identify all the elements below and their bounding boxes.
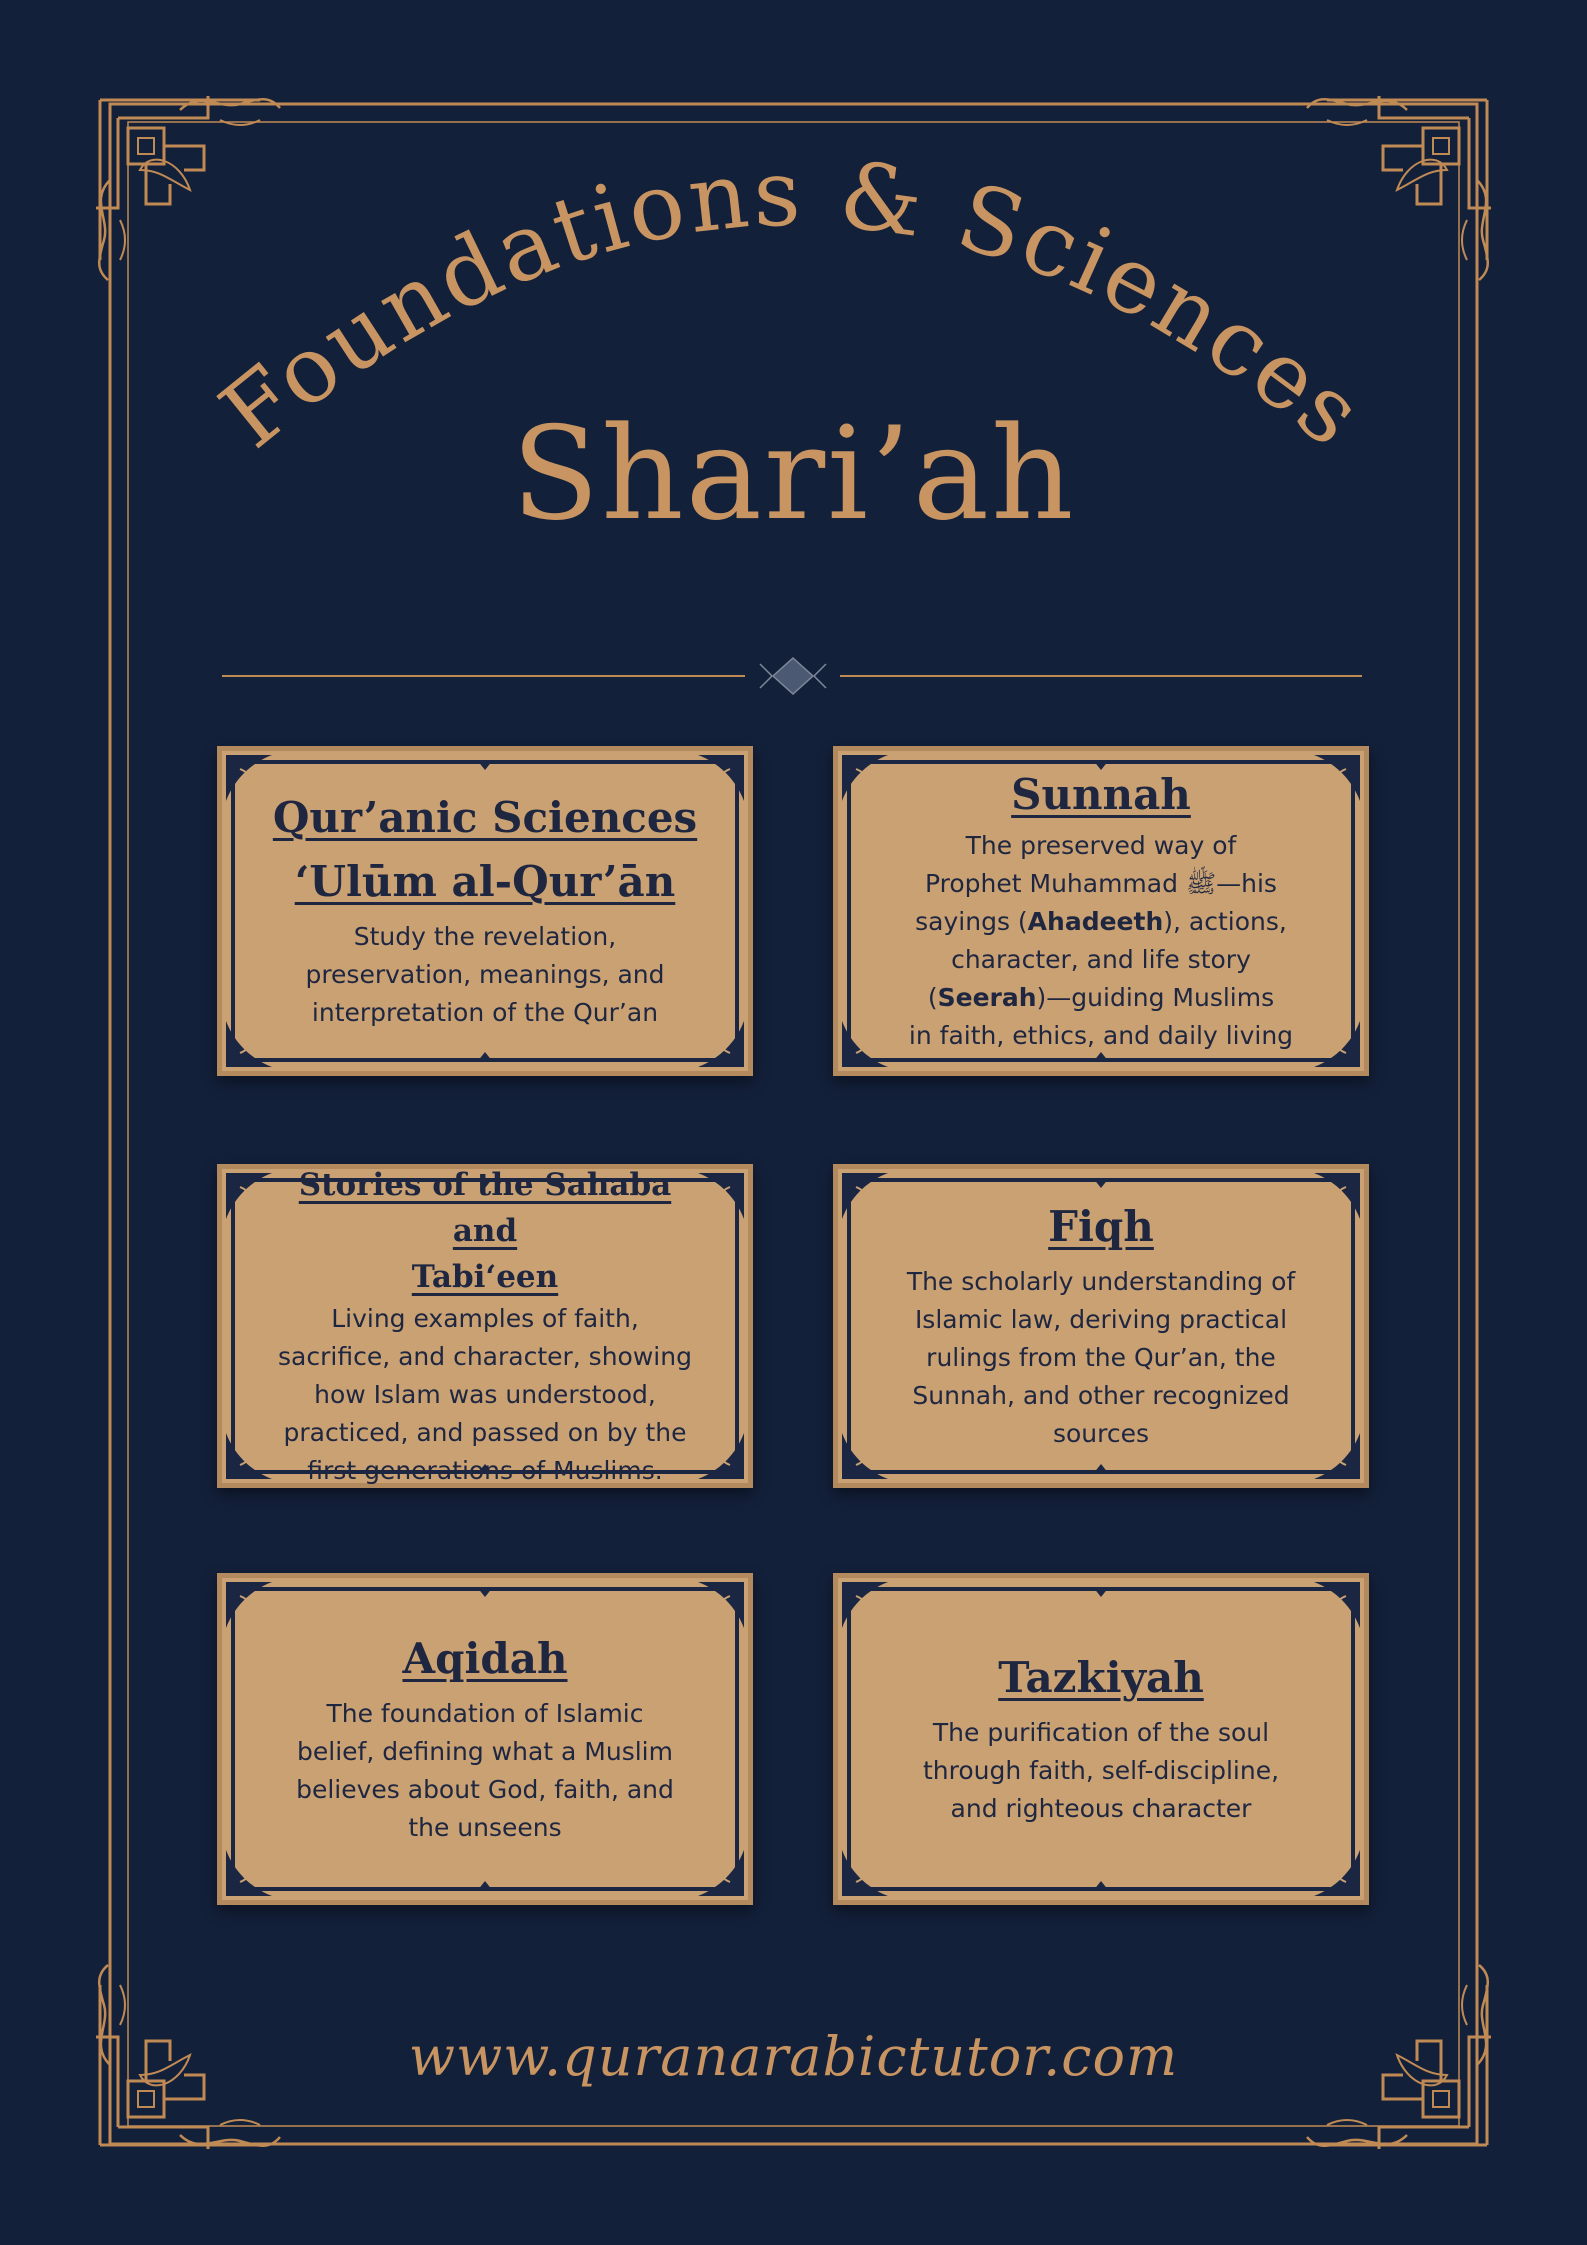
website-link[interactable]: www.quranarabictutor.com [408, 2025, 1179, 2088]
bold-term-seerah: Seerah [937, 983, 1037, 1012]
bold-term-ahadeeth: Ahadeeth [1027, 907, 1164, 936]
card-title: Aqidah [402, 1634, 568, 1683]
card-tazkiyah [833, 1573, 1369, 1905]
card-title: Tazkiyah [998, 1653, 1204, 1702]
card-title: Stories of the Sahaba and [298, 1167, 672, 1249]
card-sunnah [833, 746, 1369, 1076]
title-divider [222, 658, 1362, 694]
card-quranic-sciences [217, 746, 753, 1076]
card-description: The preserved way of Prophet Muhammad ﷺ—his sayings (Ahadeeth), actions, character, and life story (Seerah)—guiding Muslims in faith, ethics, and daily living [908, 831, 1294, 1050]
card-description: The foundation of Islamic belief, defining what a Muslim believes about God, faith, and the unseens [296, 1699, 674, 1842]
card-description: The scholarly understanding of Islamic law, deriving practical rulings from the Qur’an, the Sunnah, and other recognized sources [906, 1267, 1296, 1448]
card-title: Fiqh [1048, 1202, 1154, 1251]
poster-title: Foundations & Sciences [201, 139, 1385, 469]
card-title: Qur’anic Sciences [272, 793, 698, 842]
card-description: The purification of the soul through faith, self-discipline, and righteous character [922, 1718, 1280, 1823]
card-description: Living examples of faith, sacrifice, and character, showing how Islam was understood, practiced, and passed on by the first generations of Muslims. [278, 1304, 692, 1485]
poster-subtitle: Shari’ah [511, 400, 1076, 549]
card-title: Sunnah [1011, 770, 1191, 819]
card-sahaba-stories [217, 1164, 753, 1488]
card-description: Study the revelation, preservation, meanings, and interpretation of the Qur’an [305, 922, 665, 1027]
card-fiqh [833, 1164, 1369, 1488]
card-aqidah [217, 1573, 753, 1905]
card-title-line2: ‘Ulūm al-Qur’ān [294, 857, 676, 906]
card-title-line2: Tabi‘een [411, 1259, 559, 1295]
